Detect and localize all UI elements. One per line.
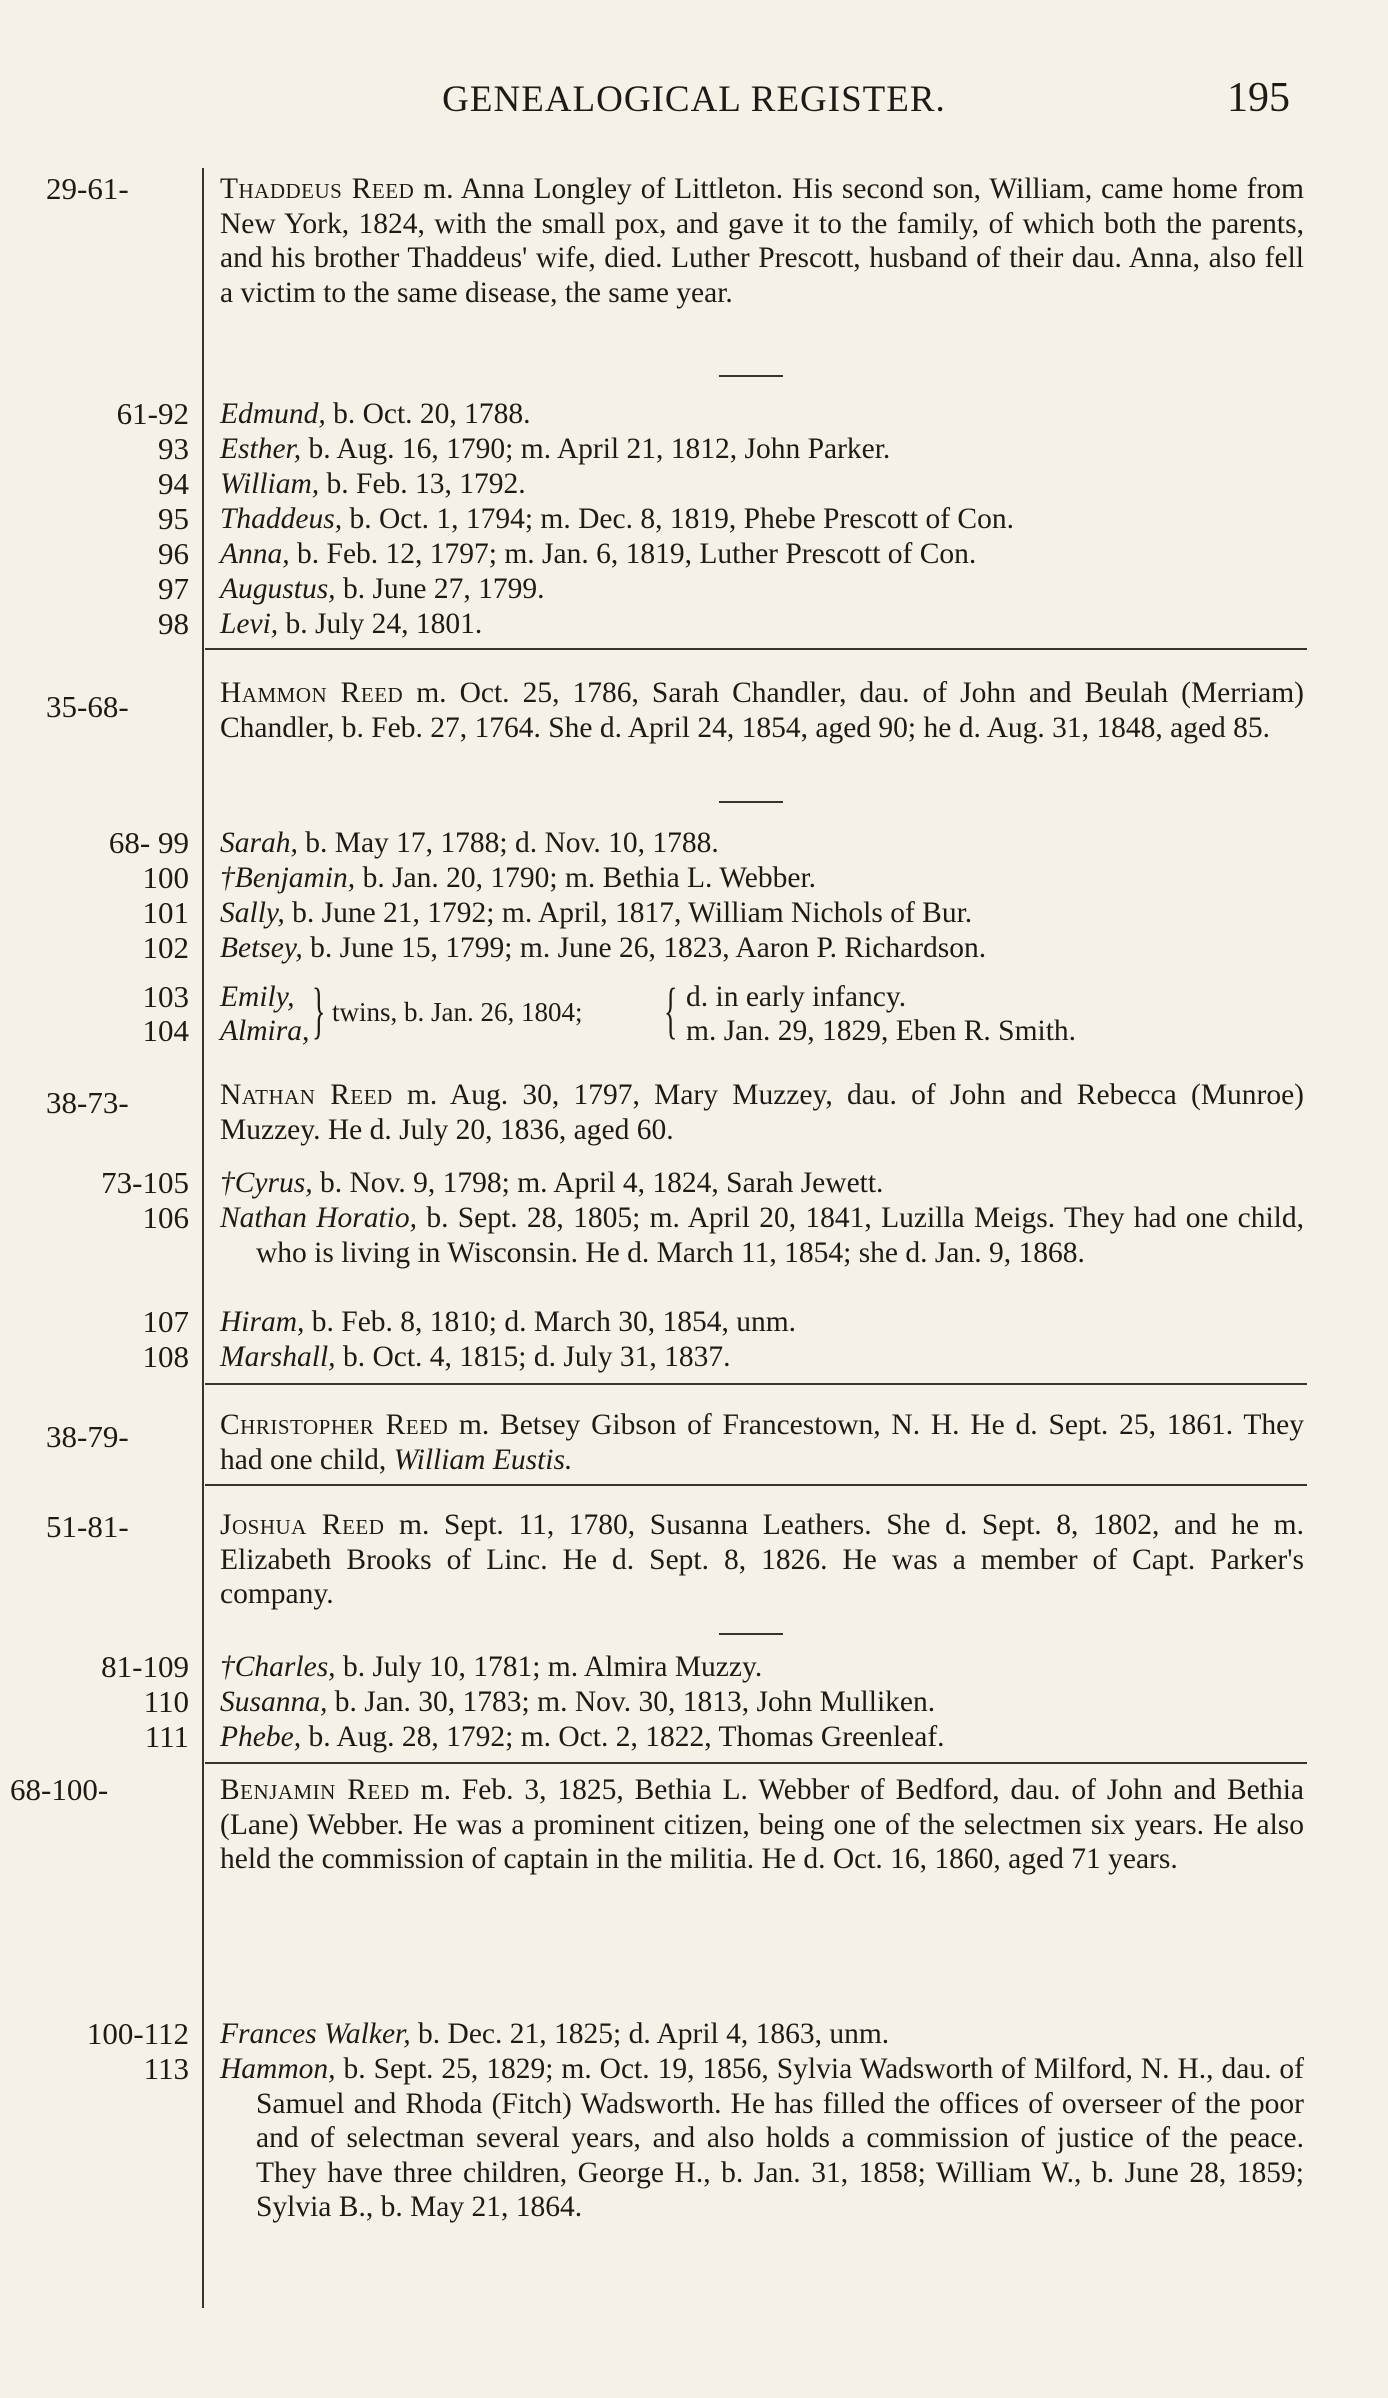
child-name: Edmund, xyxy=(220,398,326,430)
family-head-name: Joshua Reed xyxy=(220,1509,385,1541)
family-paragraph xyxy=(220,1508,1304,1612)
page-number: 195 xyxy=(1227,75,1290,121)
child-entry xyxy=(220,432,1310,467)
child-name: Sarah, xyxy=(220,827,298,859)
family-head-name: Thaddeus Reed xyxy=(220,173,415,205)
child-name: Esther, xyxy=(220,433,302,465)
child-name: Levi, xyxy=(220,608,279,640)
family-number: 35-68- xyxy=(46,689,129,724)
child-name: Marshall, xyxy=(220,1341,336,1373)
twins-entry xyxy=(220,977,1310,1050)
child-text: b. June 27, 1799. xyxy=(335,573,545,605)
child-text: b. Oct. 1, 1794; m. Dec. 8, 1819, Phebe Prescott of Con. xyxy=(342,503,1014,535)
child-number: 108 xyxy=(142,1339,189,1374)
brace-glyph: } xyxy=(312,977,326,1045)
child-number: 104 xyxy=(142,1013,189,1048)
child-entry xyxy=(220,1305,1310,1340)
family-head-name: Nathan Reed xyxy=(220,1079,393,1111)
child-number: 73-105 xyxy=(101,1165,189,1200)
family-paragraph xyxy=(220,1408,1304,1477)
child-name: Frances Walker, xyxy=(220,2018,411,2050)
child-name: †Benjamin, xyxy=(220,862,356,894)
child-entry xyxy=(220,1685,1310,1720)
family-number: 38-73- xyxy=(46,1085,129,1120)
child-name: Sally, xyxy=(220,897,285,929)
family-paragraph xyxy=(220,1773,1304,1877)
margin-rule xyxy=(202,168,204,2308)
family-text: m. Oct. 25, 1786, Sarah Chandler, dau. of John and Beulah (Merriam) Chandler, b. Feb. 27, 1764. She d. April 24, 1854, aged 90; he d. Aug. 31, 1848, aged 85. xyxy=(220,677,1304,744)
family-head-name: Hammon Reed xyxy=(220,677,404,709)
child-number: 107 xyxy=(142,1304,189,1339)
twin-fate: d. in early infancy. xyxy=(686,981,907,1013)
child-number: 106 xyxy=(142,1200,189,1235)
child-entry xyxy=(220,502,1310,537)
child-number: 110 xyxy=(143,1684,189,1719)
child-name: †Cyrus, xyxy=(220,1167,313,1199)
child-name: Susanna, xyxy=(220,1686,328,1718)
child-text: b. Oct. 20, 1788. xyxy=(325,398,531,430)
child-entry xyxy=(220,397,1310,432)
child-number: 111 xyxy=(144,1719,189,1754)
child-name: Nathan Horatio, xyxy=(220,1202,417,1234)
child-name: Hiram, xyxy=(220,1306,305,1338)
twin-fates xyxy=(686,980,1076,1048)
child-text: b. Nov. 9, 1798; m. April 4, 1824, Sarah Jewett. xyxy=(312,1167,884,1199)
child-entry xyxy=(220,826,1310,861)
child-entry xyxy=(220,1650,1310,1685)
family-number: 51-81- xyxy=(46,1509,129,1544)
child-number: 94 xyxy=(158,466,189,501)
child-text: b. June 15, 1799; m. June 26, 1823, Aaron P. Richardson. xyxy=(302,932,987,964)
family-text: m. Sept. 11, 1780, Susanna Leathers. She d. Sept. 8, 1802, and he m. Elizabeth Brooks of Linc. He d. Sept. 8, 1826. He was a member of Capt. Parker's company. xyxy=(220,1509,1304,1610)
section-rule xyxy=(205,1383,1307,1385)
child-text: b. July 24, 1801. xyxy=(278,608,483,640)
child-name: †Charles, xyxy=(220,1651,336,1683)
family-head-name: Christopher Reed xyxy=(220,1409,449,1441)
section-rule xyxy=(205,648,1307,650)
child-entry xyxy=(220,1340,1310,1375)
child-text: b. Aug. 16, 1790; m. April 21, 1812, John Parker. xyxy=(301,433,891,465)
family-head-name: Benjamin Reed xyxy=(220,1774,410,1806)
child-number: 103 xyxy=(142,979,189,1014)
family-number: 38-79- xyxy=(46,1419,129,1454)
twin-fate: m. Jan. 29, 1829, Eben R. Smith. xyxy=(686,1015,1077,1047)
child-entry xyxy=(220,896,1310,931)
child-number: 95 xyxy=(158,501,189,536)
family-text: m. Betsey Gibson of Francestown, N. H. He d. Sept. 25, 1861. They had one child, xyxy=(220,1409,1305,1476)
child-name: William, xyxy=(220,468,320,500)
child-entry xyxy=(220,2017,1310,2052)
child-number: 93 xyxy=(158,431,189,466)
child-number: 98 xyxy=(158,606,189,641)
child-number: 61-92 xyxy=(116,396,189,431)
child-text: b. Sept. 28, 1805; m. April 20, 1841, Luzilla Meigs. They had one child, who is living in Wisconsin. He d. March 11, 1854; she d. Jan. 9, 1868. xyxy=(256,1202,1304,1269)
family-number: 29-61- xyxy=(46,171,129,206)
child-text: b. Feb. 12, 1797; m. Jan. 6, 1819, Luther Prescott of Con. xyxy=(289,538,977,570)
child-name: Betsey, xyxy=(220,932,303,964)
child-entry xyxy=(220,607,1310,642)
twin-name: Emily, xyxy=(220,981,295,1013)
child-number: 113 xyxy=(143,2051,189,2086)
child-number: 96 xyxy=(158,536,189,571)
twin-names xyxy=(220,980,309,1048)
child-text: b. July 10, 1781; m. Almira Muzzy. xyxy=(335,1651,763,1683)
child-entry xyxy=(220,1201,1304,1270)
section-rule xyxy=(205,1762,1307,1764)
child-number: 100 xyxy=(142,860,189,895)
child-text: b. Oct. 4, 1815; d. July 31, 1837. xyxy=(335,1341,731,1373)
family-text: m. Anna Longley of Littleton. His second son, William, came home from New York, 1824, with the small pox, and gave it to the family, of which both the parents, and his brother Thaddeus' wife, died. Luther Prescott, husband of their dau. Anna, also fell a victim to the same disease, the same year. xyxy=(220,173,1304,309)
child-text: b. Sept. 25, 1829; m. Oct. 19, 1856, Sylvia Wadsworth of Milford, N. H., dau. of Samuel and Rhoda (Fitch) Wadsworth. He has filled the offices of overseer of the poor and of selectman several years, and also holds a commission of justice of the peace. They have three children, George H., b. Jan. 31, 1858; William W., b. June 28, 1859; Sylvia B., b. May 21, 1864. xyxy=(256,2053,1304,2223)
family-paragraph xyxy=(220,1078,1304,1147)
child-text: b. Jan. 20, 1790; m. Bethia L. Webber. xyxy=(355,862,817,894)
child-entry xyxy=(220,1720,1310,1755)
child-entry xyxy=(220,537,1310,572)
child-name: William Eustis. xyxy=(393,1443,573,1476)
family-text: m. Feb. 3, 1825, Bethia L. Webber of Bedford, dau. of John and Bethia (Lane) Webber. He was a prominent citizen, being one of the selectmen six years. He also held the commission of captain in the militia. He d. Oct. 16, 1860, aged 71 years. xyxy=(220,1774,1304,1875)
child-entry xyxy=(220,2052,1304,2225)
family-paragraph xyxy=(220,172,1304,310)
child-name: Anna, xyxy=(220,538,290,570)
child-text: b. Feb. 13, 1792. xyxy=(319,468,526,500)
running-header xyxy=(0,75,1388,128)
child-entry xyxy=(220,572,1310,607)
child-number: 68- 99 xyxy=(108,825,189,860)
child-number: 102 xyxy=(142,930,189,965)
child-entry xyxy=(220,467,1310,502)
family-text: m. Aug. 30, 1797, Mary Muzzey, dau. of John and Rebecca (Munroe) Muzzey. He d. July 20, 1836, aged 60. xyxy=(220,1079,1304,1146)
twins-shared-text: twins, b. Jan. 26, 1804; xyxy=(332,997,583,1027)
running-title: GENEALOGICAL REGISTER. xyxy=(442,79,946,120)
child-entry xyxy=(220,861,1310,896)
short-rule xyxy=(719,375,783,377)
child-number: 81-109 xyxy=(101,1649,189,1684)
section-rule xyxy=(205,1484,1307,1486)
twin-name: Almira, xyxy=(220,1015,310,1047)
child-text: b. May 17, 1788; d. Nov. 10, 1788. xyxy=(297,827,719,859)
child-entry xyxy=(220,1166,1310,1201)
child-name: Thaddeus, xyxy=(220,503,343,535)
child-name: Phebe, xyxy=(220,1721,302,1753)
child-text: b. Jan. 30, 1783; m. Nov. 30, 1813, John Mulliken. xyxy=(327,1686,936,1718)
child-number: 101 xyxy=(142,895,189,930)
family-paragraph xyxy=(220,676,1304,745)
short-rule xyxy=(719,1633,783,1635)
child-text: b. Aug. 28, 1792; m. Oct. 2, 1822, Thomas Greenleaf. xyxy=(301,1721,945,1753)
family-number: 68-100- xyxy=(10,1772,109,1807)
child-number: 97 xyxy=(158,571,189,606)
child-entry xyxy=(220,931,1310,966)
child-text: b. Feb. 8, 1810; d. March 30, 1854, unm. xyxy=(304,1306,797,1338)
short-rule xyxy=(719,801,783,803)
child-text: b. June 21, 1792; m. April, 1817, William Nichols of Bur. xyxy=(284,897,973,929)
child-name: Augustus, xyxy=(220,573,336,605)
child-number: 100-112 xyxy=(86,2016,189,2051)
child-name: Hammon, xyxy=(220,2053,336,2085)
brace-glyph: { xyxy=(664,977,678,1045)
child-text: b. Dec. 21, 1825; d. April 4, 1863, unm. xyxy=(410,2018,890,2050)
